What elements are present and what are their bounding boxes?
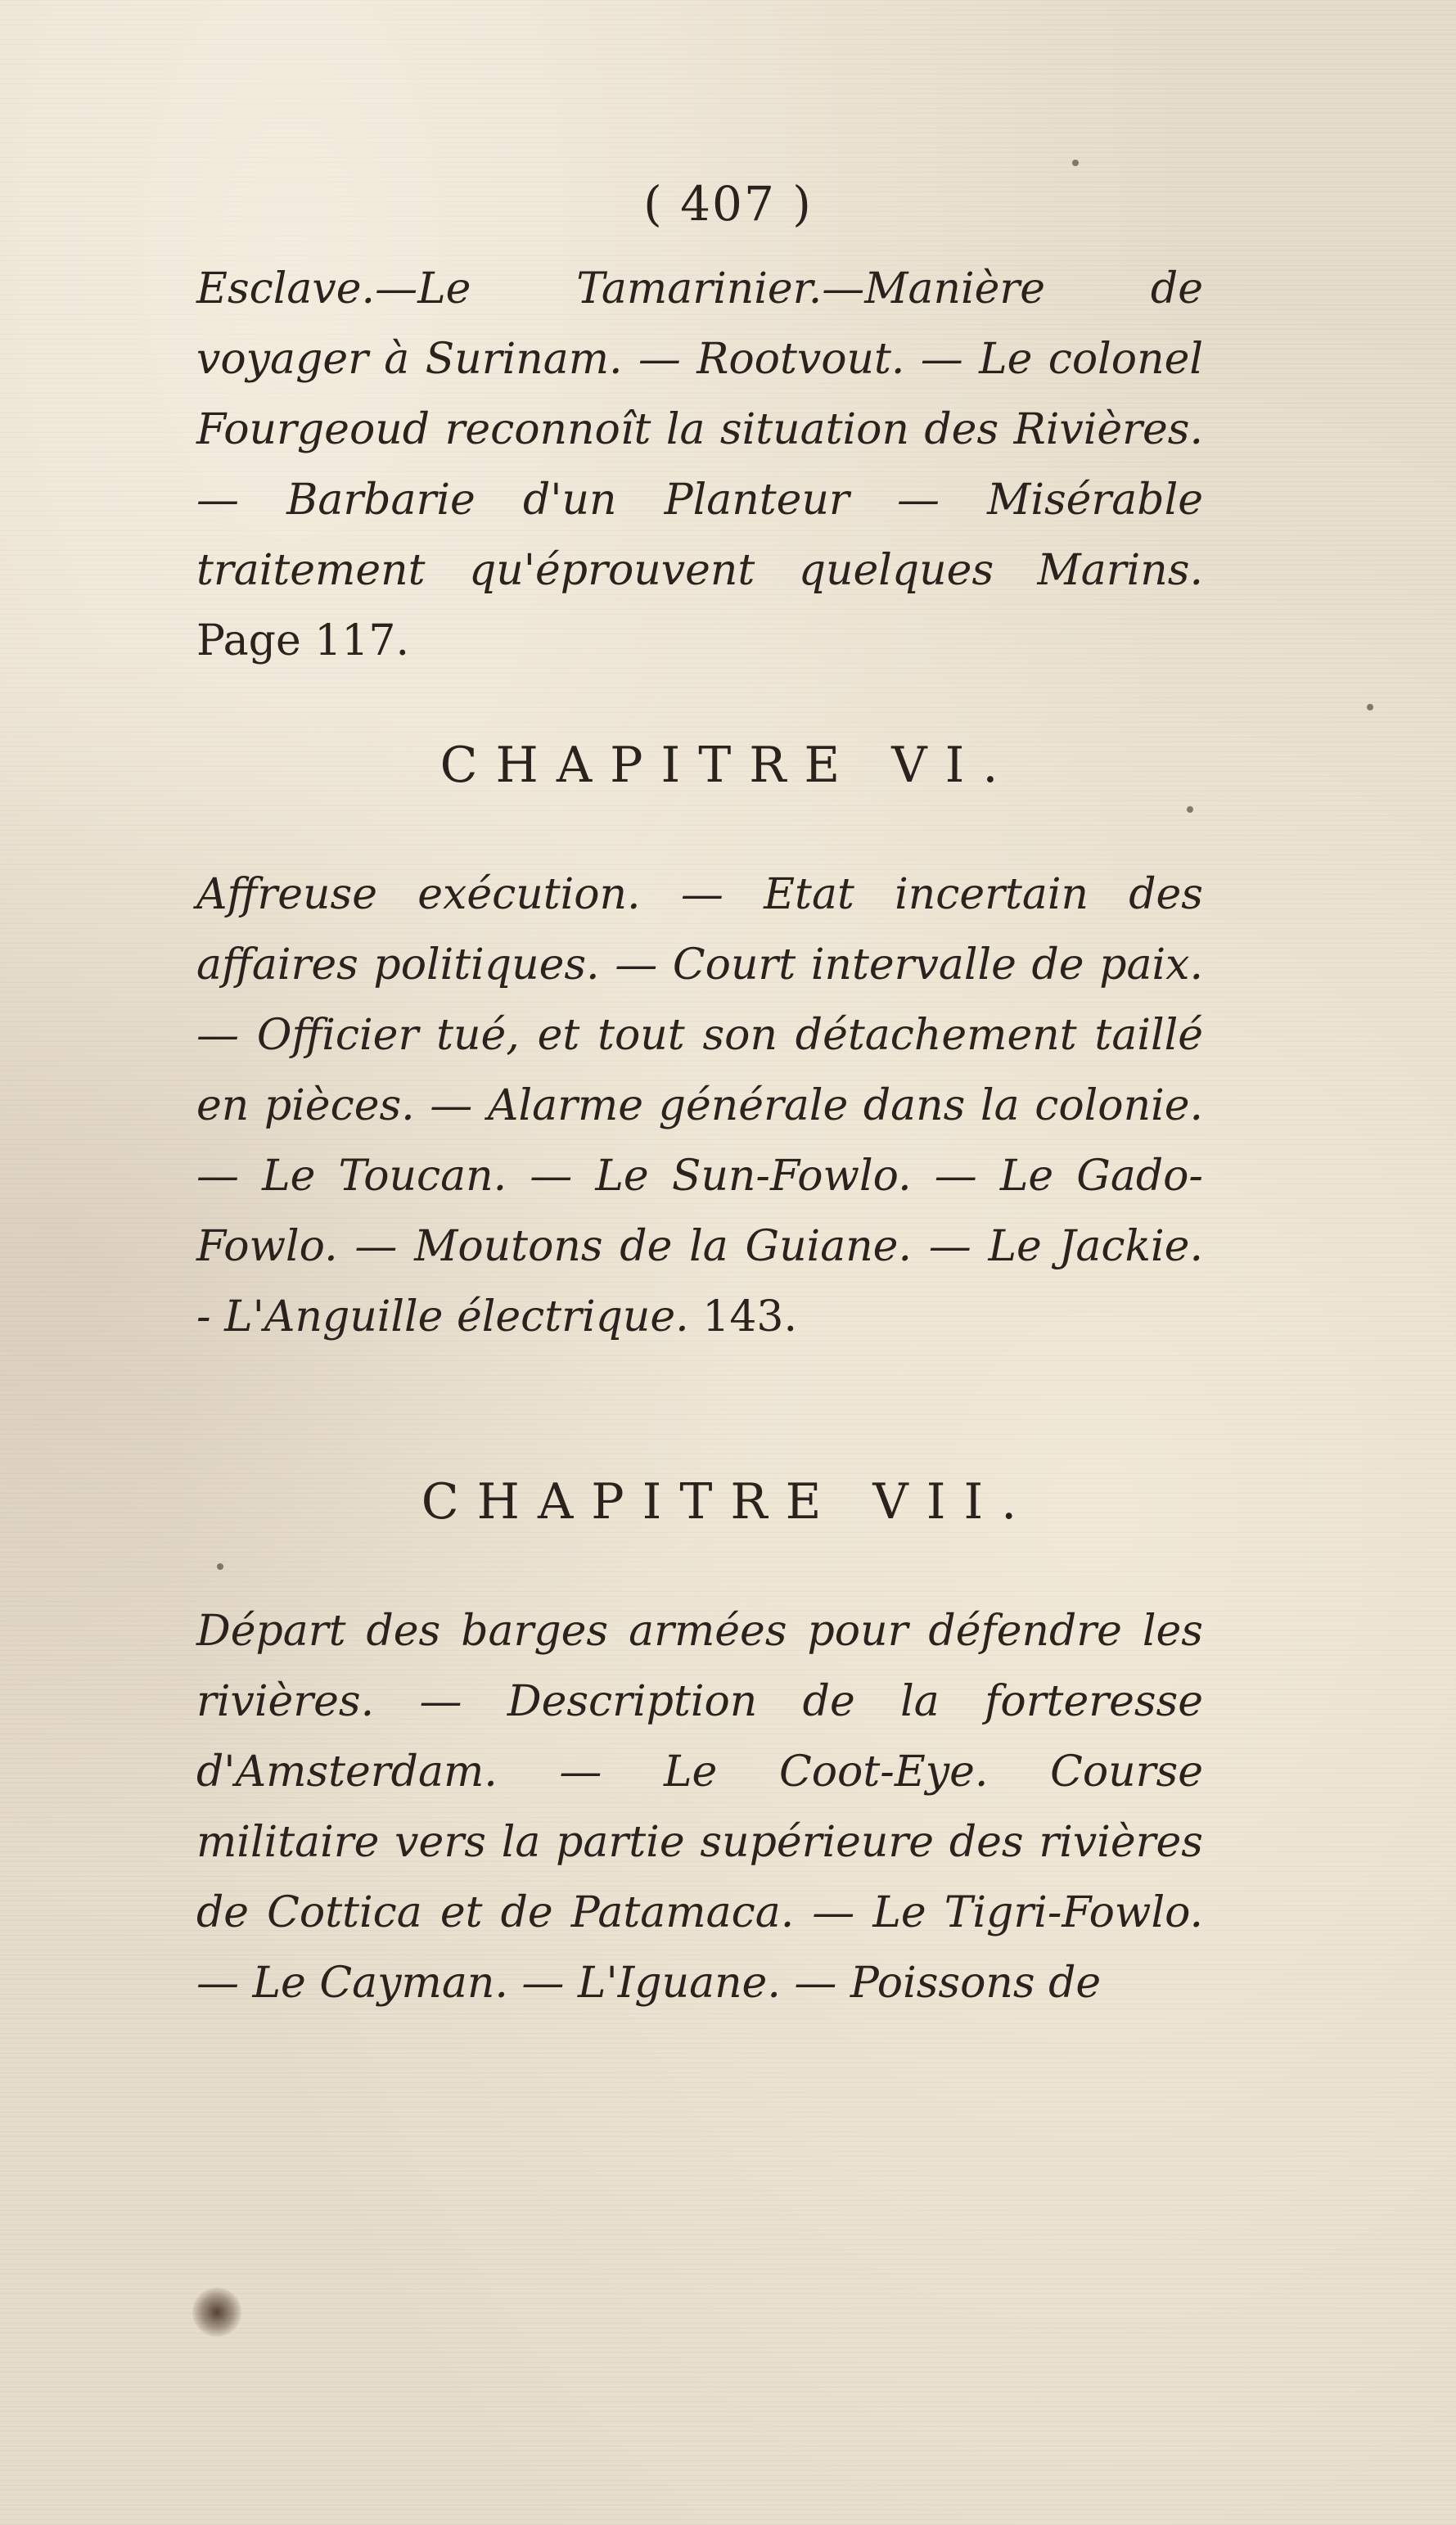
page-reference: Page 117. — [196, 616, 410, 665]
page-number: ( 407 ) — [643, 176, 813, 232]
summary-text: Départ des barges armées pour défendre les rivières. — Description de la forteresse d'Amsterdam. — Le Coot-Eye. Course militaire vers la partie supérieure des rivières de Cottica et de Patamaca. — Le Tigri-Fowlo. — Le Cayman. — L'Iguane. — Poissons de — [196, 1607, 1203, 2008]
paper-speck — [217, 1563, 223, 1570]
chapter-heading-6: CHAPITRE VI. — [440, 737, 1016, 794]
paper-speck — [1367, 704, 1373, 710]
summary-text: Esclave.—Le Tamarinier.—Manière de voyager à Surinam. — Rootvout. — Le colonel Fourgeoud reconnoît la situation des Rivières. — Barbarie d'un Planteur — Misérable traitement qu'éprouvent quelques Marins. — [196, 264, 1203, 595]
chapter-7-summary — [196, 1596, 1203, 2018]
page-reference: 143. — [702, 1292, 798, 1341]
chapter-6-summary — [196, 859, 1203, 1352]
chapter-heading-7: CHAPITRE VII. — [421, 1473, 1035, 1531]
paper-speck — [1072, 160, 1079, 166]
summary-text: Affreuse exécution. — Etat incertain des affaires politiques. — Court intervalle de paix. — Officier tué, et tout son détachement taillé en pièces. — Alarme générale dans la colonie. — Le Toucan. — Le Sun-Fowlo. — Le Gado-Fowlo. — Moutons de la Guiane. — Le Jackie. - L'Anguille électrique. — [196, 870, 1203, 1341]
paper-stain — [192, 2288, 241, 2337]
summary-paragraph-continued — [196, 254, 1203, 676]
paper-speck — [1187, 806, 1193, 813]
